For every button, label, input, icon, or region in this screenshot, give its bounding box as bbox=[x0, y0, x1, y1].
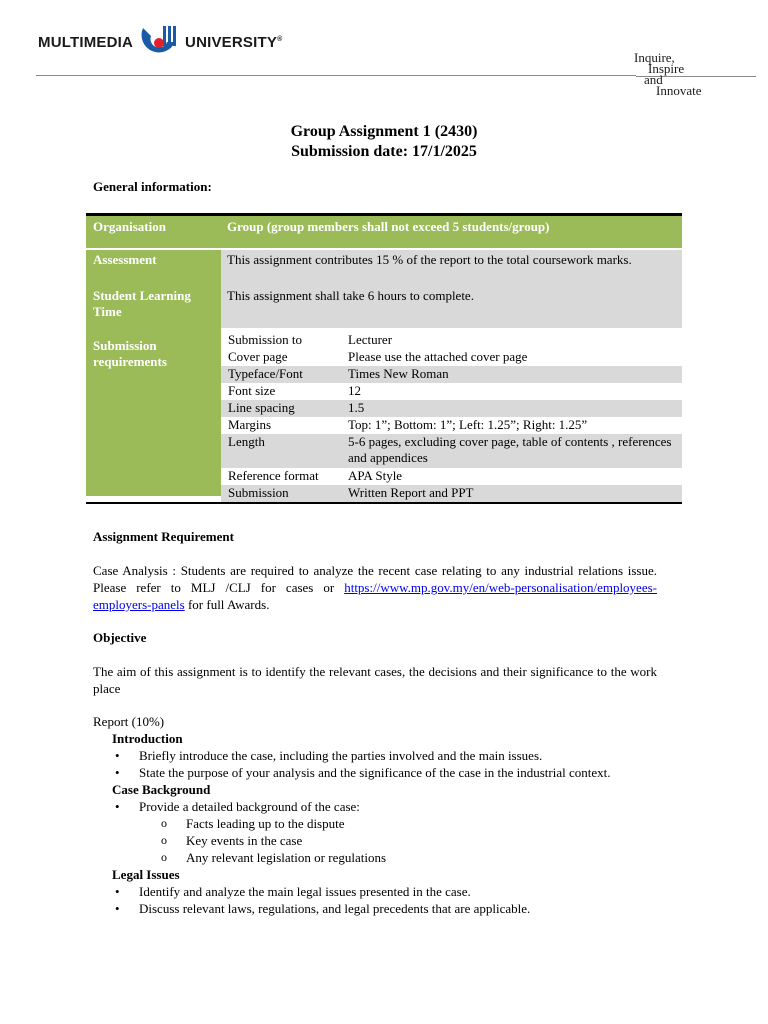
brand-left: MULTIMEDIA bbox=[38, 33, 134, 51]
table-row-organisation bbox=[86, 216, 682, 250]
legal-issues-list bbox=[93, 883, 657, 917]
list-item: • State the purpose of your analysis and the significance of the case in the industrial context. bbox=[93, 764, 657, 781]
general-info-table bbox=[86, 213, 682, 504]
table-row: Font size 12 bbox=[228, 383, 361, 398]
table-row: Length 5-6 pages, excluding cover page, table of contents , references and appendices bbox=[221, 434, 682, 468]
submission-details bbox=[221, 328, 682, 502]
case-background-heading: Case Background bbox=[112, 782, 211, 797]
slt-value: This assignment shall take 6 hours to complete. bbox=[227, 288, 474, 303]
introduction-list bbox=[93, 747, 657, 781]
panels-link[interactable]: https://www.mp.gov.my/en/web-personalisation/employees-employers-panels bbox=[93, 580, 657, 612]
table-row: Reference format APA Style bbox=[228, 468, 403, 483]
document-title bbox=[0, 122, 768, 162]
motto: Inquire, Inspire and Innovate bbox=[634, 50, 702, 98]
legal-issues-heading: Legal Issues bbox=[112, 867, 180, 882]
assessment-label: Assessment bbox=[93, 252, 157, 267]
brand-right: UNIVERSITY® bbox=[185, 33, 283, 51]
general-info-heading: General information: bbox=[93, 179, 212, 194]
university-logo bbox=[38, 24, 282, 60]
assessment-value: This assignment contributes 15 % of the report to the total coursework marks. bbox=[227, 252, 632, 267]
list-item: • Provide a detailed background of the case: bbox=[93, 798, 657, 815]
table-row: Submission Written Report and PPT bbox=[221, 485, 682, 502]
organisation-label: Organisation bbox=[86, 216, 221, 248]
list-item: o Facts leading up to the dispute bbox=[93, 815, 657, 832]
table-row-assessment bbox=[86, 250, 682, 328]
list-item: o Any relevant legislation or regulations bbox=[93, 849, 657, 866]
table-row: Typeface/Font Times New Roman bbox=[221, 366, 682, 383]
assignment-requirement-heading: Assignment Requirement bbox=[93, 529, 234, 544]
list-item: o Key events in the case bbox=[93, 832, 657, 849]
table-row-submission bbox=[86, 328, 682, 502]
list-item: • Briefly introduce the case, including the parties involved and the main issues. bbox=[93, 747, 657, 764]
case-background-list bbox=[93, 798, 657, 815]
objective-heading: Objective bbox=[93, 630, 147, 645]
table-row: Line spacing 1.5 bbox=[221, 400, 682, 417]
table-row: Margins Top: 1”; Bottom: 1”; Left: 1.25”; Right: 1.25” bbox=[228, 417, 588, 432]
submission-label: Submission requirements bbox=[86, 328, 221, 496]
table-row: Cover page Please use the attached cover page bbox=[228, 349, 528, 364]
mmu-emblem-icon bbox=[137, 24, 181, 60]
objective-paragraph: The aim of this assignment is to identify the relevant cases, the decisions and their significance to the work place bbox=[93, 664, 657, 696]
case-analysis-paragraph: Case Analysis : Students are required to analyze the recent case relating to any industrial relations issue. Please refer to MLJ /CLJ for cases or https://www.mp.gov.my/en/web-personalisation/employees-employers-panels for full Awards. bbox=[93, 563, 657, 612]
list-item: • Identify and analyze the main legal issues presented in the case. bbox=[93, 883, 657, 900]
list-item: • Discuss relevant laws, regulations, and legal precedents that are applicable. bbox=[93, 900, 657, 917]
case-background-sublist bbox=[93, 815, 657, 866]
table-row: Submission to Lecturer bbox=[228, 332, 393, 347]
title-line-2: Submission date: 17/1/2025 bbox=[291, 143, 477, 160]
title-line-1: Group Assignment 1 (2430) bbox=[290, 123, 478, 140]
slt-label: Student Learning Time bbox=[93, 288, 191, 319]
introduction-heading: Introduction bbox=[112, 731, 183, 746]
page-header bbox=[0, 0, 768, 110]
report-label: Report (10%) bbox=[93, 714, 165, 729]
organisation-value: Group (group members shall not exceed 5 students/group) bbox=[221, 216, 682, 248]
header-rule bbox=[36, 75, 636, 76]
report-section bbox=[93, 713, 657, 917]
